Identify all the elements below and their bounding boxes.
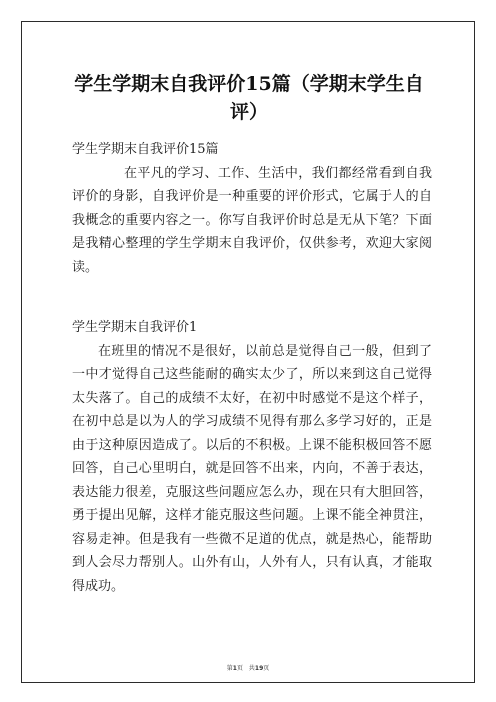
footer-suffix: 页 [263, 665, 270, 672]
document-title: 学生学期末自我评价15篇（学期末学生自评） [74, 73, 424, 123]
paragraph-spacer [72, 302, 432, 316]
intro-heading: 学生学期末自我评价15篇 [72, 142, 219, 157]
document-body [72, 138, 432, 598]
page-footer [0, 663, 496, 672]
footer-middle: 页 共 [236, 665, 255, 672]
footer-page-number: 1 [232, 665, 237, 672]
footer-prefix: 第 [226, 665, 233, 672]
intro-paragraph: 在平凡的学习、工作、生活中，我们都经常看到自我评价的身影，自我评价是一种重要的评价形式，它属于人的自我概念的重要内容之一。你写自我评价时总是无从下笔？下面是我精心整理的学生学期末自我评价，仅供参考，欢迎大家阅读。 [72, 165, 432, 275]
footer-total-pages: 19 [254, 665, 264, 672]
section-1-paragraph: 在班里的情况不是很好，以前总是觉得自己一般，但到了一中才觉得自己这些能耐的确实太少了，所以来到这自己觉得太失落了。自己的成绩不太好，在初中时感觉不是这个样子，在初中总是以为人的学习成绩不见得有那么多学习好的，正是由于这种原因造成了。以后的不积极。上课不能积极回答不愿回答，自己心里明白，就是回答不出来，内向，不善于表达，表达能力很差，克服这些问题应怎么办，现在只有大胆回答，勇于提出见解，这样才能克服这些问题。上课不能全神贯注，容易走神。但是我有一些微不足道的优点，就是热心，能帮助到人会尽力帮别人。山外有山，人外有人，只有认真，才能取得成功。 [72, 343, 432, 594]
paragraph-spacer [72, 279, 432, 302]
section-1-heading: 学生学期末自我评价1 [72, 320, 198, 335]
